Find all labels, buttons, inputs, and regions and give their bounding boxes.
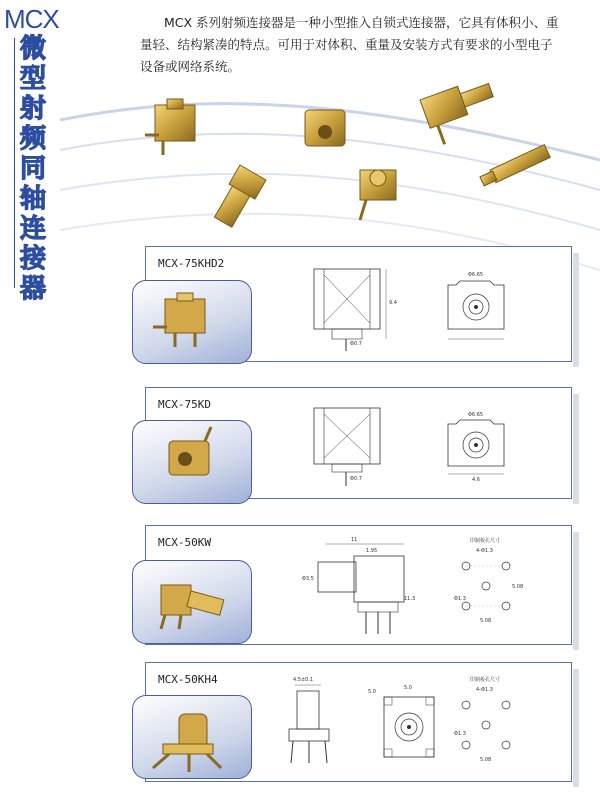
title-char: 频 [20, 124, 47, 154]
dim-label: Φ0.7 [350, 476, 362, 482]
card-shadow [573, 253, 579, 367]
title-char: 连 [20, 214, 47, 244]
model-label: MCX-50KW [158, 536, 211, 549]
top-view-drawing [438, 272, 518, 347]
card-shadow [573, 394, 579, 504]
side-view-drawing [296, 532, 416, 640]
dim-label: 11 [351, 537, 358, 543]
dim-label: 4-Φ1.3 [476, 687, 493, 693]
dim-label: 5.0 [368, 689, 376, 695]
side-view-drawing [281, 673, 361, 777]
dim-label: Φ1.3 [454, 731, 466, 737]
sidebar-title-block [0, 0, 68, 304]
dim-label: 印制板孔尺寸 [470, 538, 501, 544]
dim-label: 5.08 [512, 584, 524, 590]
title-char: 接 [20, 244, 47, 274]
sidebar-rule [14, 38, 15, 288]
dim-label: 5.0 [404, 685, 412, 691]
title-char: 器 [20, 274, 47, 304]
intro-paragraph: MCX 系列射频连接器是一种小型推入自锁式连接器，它具有体积小、重量轻、结构紧凑的特点。可用于对体积、重量及安装方式有要求的小型电子设备或网络系统。 [140, 15, 559, 74]
product-photo [132, 280, 252, 364]
connector-photo [360, 170, 396, 220]
dim-label: 4.5±0.1 [293, 677, 314, 683]
dim-label: 11.3 [404, 596, 416, 602]
dim-label: 9.4 [389, 300, 397, 306]
product-photo [132, 695, 252, 779]
title-char: 同 [20, 154, 47, 184]
card-shadow [573, 532, 579, 650]
dim-label: Φ6.65 [468, 272, 484, 278]
title-char: 射 [20, 94, 47, 124]
dim-label: 5.08 [480, 757, 492, 763]
dim-label: Φ6.65 [468, 412, 484, 418]
side-view-drawing [306, 402, 396, 492]
dim-label: 5.08 [480, 618, 492, 624]
product-photo [132, 420, 252, 504]
dim-label: 4-Φ1.3 [476, 548, 493, 554]
side-view-drawing [306, 259, 396, 354]
dim-label: Φ1.3 [454, 596, 466, 602]
product-photo [132, 560, 252, 644]
card-shadow [573, 669, 579, 787]
dim-label: 4.6 [472, 477, 480, 483]
dim-label: 印制板孔尺寸 [470, 677, 501, 683]
dim-label: 1.95 [366, 548, 378, 554]
title-char: 微 [20, 34, 47, 64]
model-label: MCX-50KH4 [158, 673, 218, 686]
dim-label: Φ0.7 [350, 341, 362, 347]
vertical-title [20, 34, 50, 304]
top-view-drawing [368, 683, 448, 773]
dim-label: Φ3.5 [302, 576, 314, 582]
pcb-layout-drawing [446, 536, 536, 636]
model-label: MCX-75KHD2 [158, 257, 225, 270]
connector-photo [305, 110, 345, 146]
connector-photo [479, 145, 550, 188]
pcb-layout-drawing [446, 675, 536, 775]
model-label: MCX-75KD [158, 398, 211, 411]
title-char: 型 [20, 64, 47, 94]
brand-label: MCX [4, 4, 59, 34]
top-view-drawing [438, 414, 518, 484]
title-char: 轴 [20, 184, 47, 214]
